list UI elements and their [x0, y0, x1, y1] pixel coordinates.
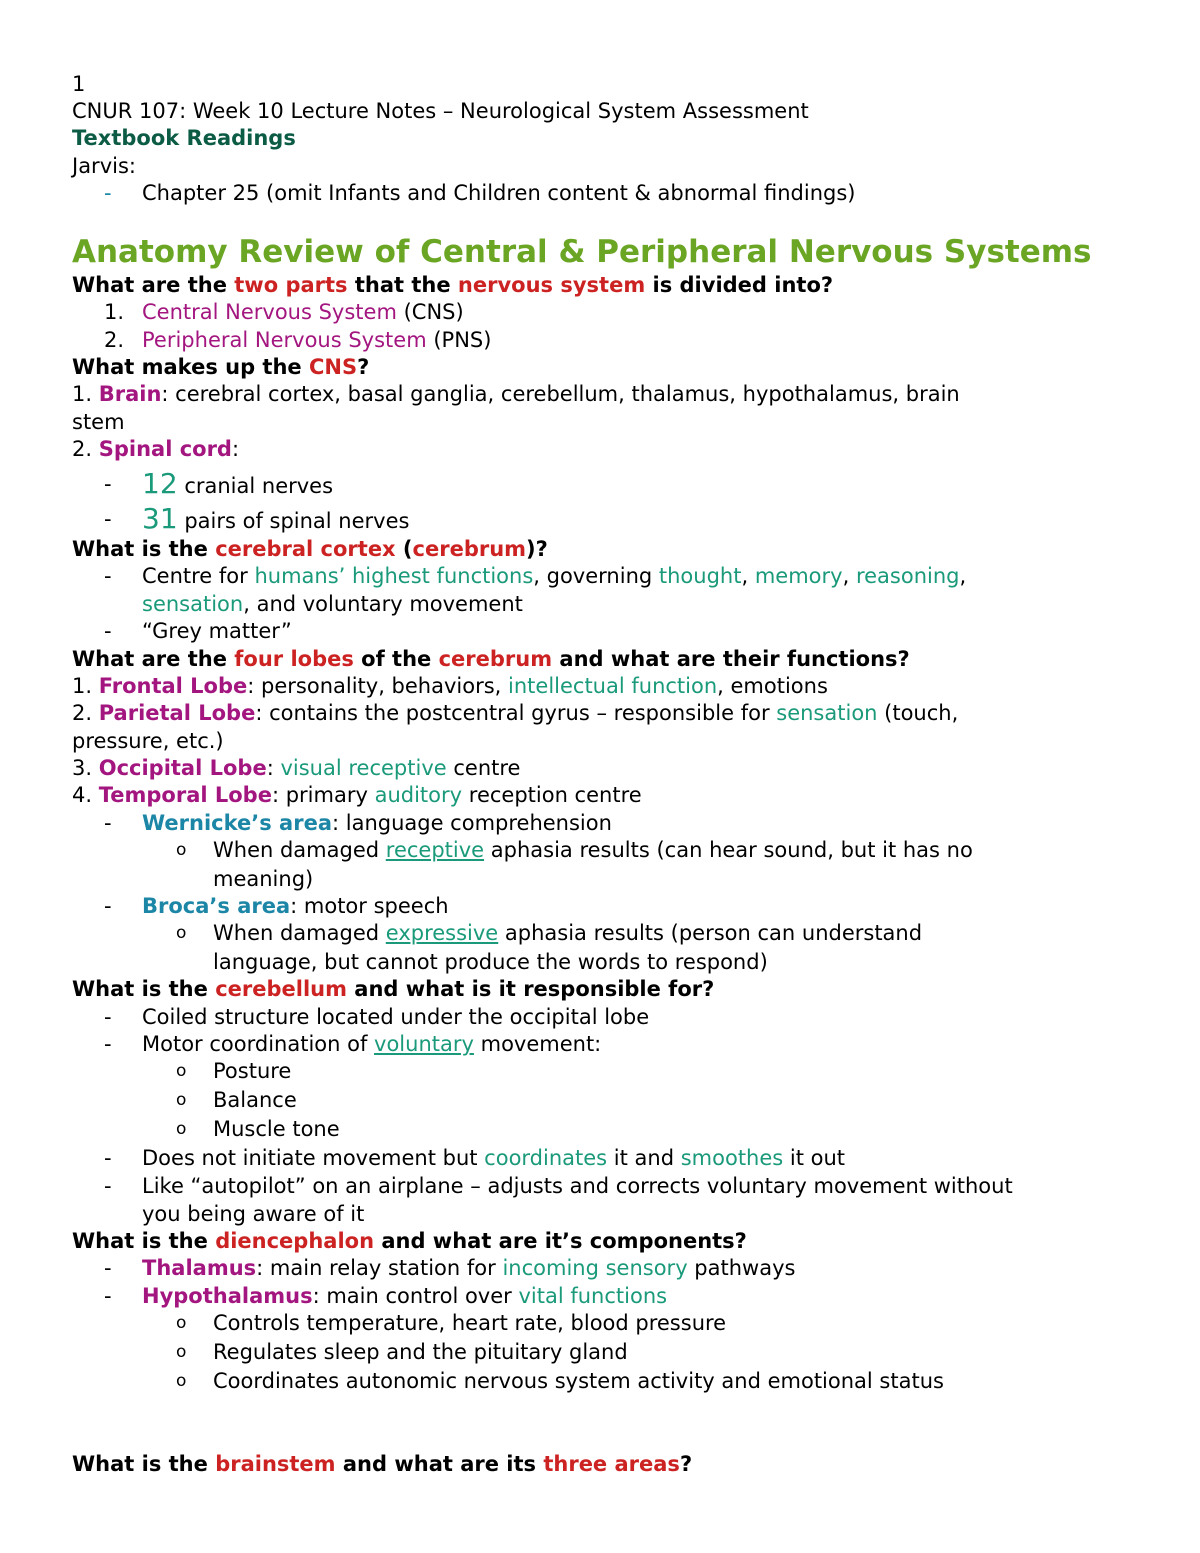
- occipital-lobe-line: 3. Occipital Lobe: visual receptive centre: [72, 756, 521, 780]
- course-title: CNUR 107: Week 10 Lecture Notes – Neurological System Assessment: [72, 99, 809, 123]
- parietal-lobe-line: 2. Parietal Lobe: contains the postcentral gyrus – responsible for sensation (touch,: [72, 701, 959, 725]
- readings-heading: Textbook Readings: [72, 126, 296, 150]
- frontal-lobe-line: 1. Frontal Lobe: personality, behaviors, intellectual function, emotions: [72, 674, 828, 698]
- page-number: 1: [72, 72, 86, 96]
- question-cerebral-cortex: What is the cerebral cortex (cerebrum)?: [72, 537, 548, 561]
- document-page: 1 CNUR 107: Week 10 Lecture Notes – Neurological System Assessment Textbook Readings Jarvis: - Chapter 25 (omit Infants and Children content & abnormal findings) Anatomy Review of Central & Peripheral Nervous Systems What are the two parts that the nervous system is divided into? 1. Central Nervous System (CNS) 2. Peripheral Nervous System (PNS) What makes up the CNS? 1. Brain: cerebral cortex, basal ganglia, cerebellum, thalamus, hypothalamus, brain stem 2. Spinal cord: - 12 cranial nerves - 31 pairs of spinal nerves What is the cerebral cortex (cerebrum)? - Centre for humans’ highest functions, governing thought, memory, reasoning, sensation, and voluntary movement - “Grey matter” What are the four lobes of the cerebrum and what are their functions? 1. Frontal Lobe: personality, behaviors, intellectual function, emotions 2. Parietal Lobe: contains the postcentral gyrus – responsible for sensation (touch, pressure, etc.) 3. Occipital Lobe: visual receptive centre 4. Temporal Lobe: primary auditory reception centre - Wernicke’s area: language comprehension o When damaged receptive aphasia results (can hear sound, but it has no meaning) - Broca’s area: motor speech o When damaged expressive aphasia results (person can understand language, but cannot produce the words to respond) What is the cerebellum and what is it responsible for? - Coiled structure located under the occipital lobe - Motor coordination of voluntary movement: o Posture o Balance o Muscle tone - Does not initiate movement but coordinates it and smoothes it out - Like “autopilot” on an airplane – adjusts and corrects voluntary movement without you being aware of it What is the diencephalon and what are it’s components? - Thalamus: main relay station for incoming sensory pathways - Hypothalamus: main control over vital functions o Controls temperature, heart rate, blood pressure o Regulates sleep and the pituitary gland o Coordinates autonomic nervous system activity and emotional status What is the brainstem and what are its three areas?: [72, 72, 1092, 1476]
- brain-line-cont: stem: [72, 410, 125, 434]
- question-cerebellum: What is the cerebellum and what is it responsible for?: [72, 977, 715, 1001]
- question-cns: What makes up the CNS?: [72, 355, 370, 379]
- section-title: Anatomy Review of Central & Peripheral Nervous Systems: [72, 234, 1092, 270]
- list-item-cont: sensation, and voluntary movement: [142, 592, 523, 616]
- question-nervous-system-parts: What are the two parts that the nervous system is divided into?: [72, 273, 834, 297]
- temporal-lobe-line: 4. Temporal Lobe: primary auditory reception centre: [72, 783, 642, 807]
- dash-bullet: -: [104, 181, 112, 205]
- sub-item-cont: language, but cannot produce the words to respond): [213, 950, 768, 974]
- list-item-cont: you being aware of it: [142, 1202, 365, 1226]
- question-diencephalon: What is the diencephalon and what are it’s components?: [72, 1229, 747, 1253]
- question-four-lobes: What are the four lobes of the cerebrum and what are their functions?: [72, 647, 910, 671]
- brain-line: 1. Brain: cerebral cortex, basal ganglia, cerebellum, thalamus, hypothalamus, brain: [72, 382, 960, 406]
- jarvis-label: Jarvis:: [72, 154, 136, 178]
- sub-item-cont: meaning): [213, 867, 314, 891]
- question-brainstem: What is the brainstem and what are its three areas?: [72, 1452, 693, 1476]
- parietal-lobe-cont: pressure, etc.): [72, 729, 224, 753]
- spinal-cord-line: 2. Spinal cord:: [72, 437, 240, 461]
